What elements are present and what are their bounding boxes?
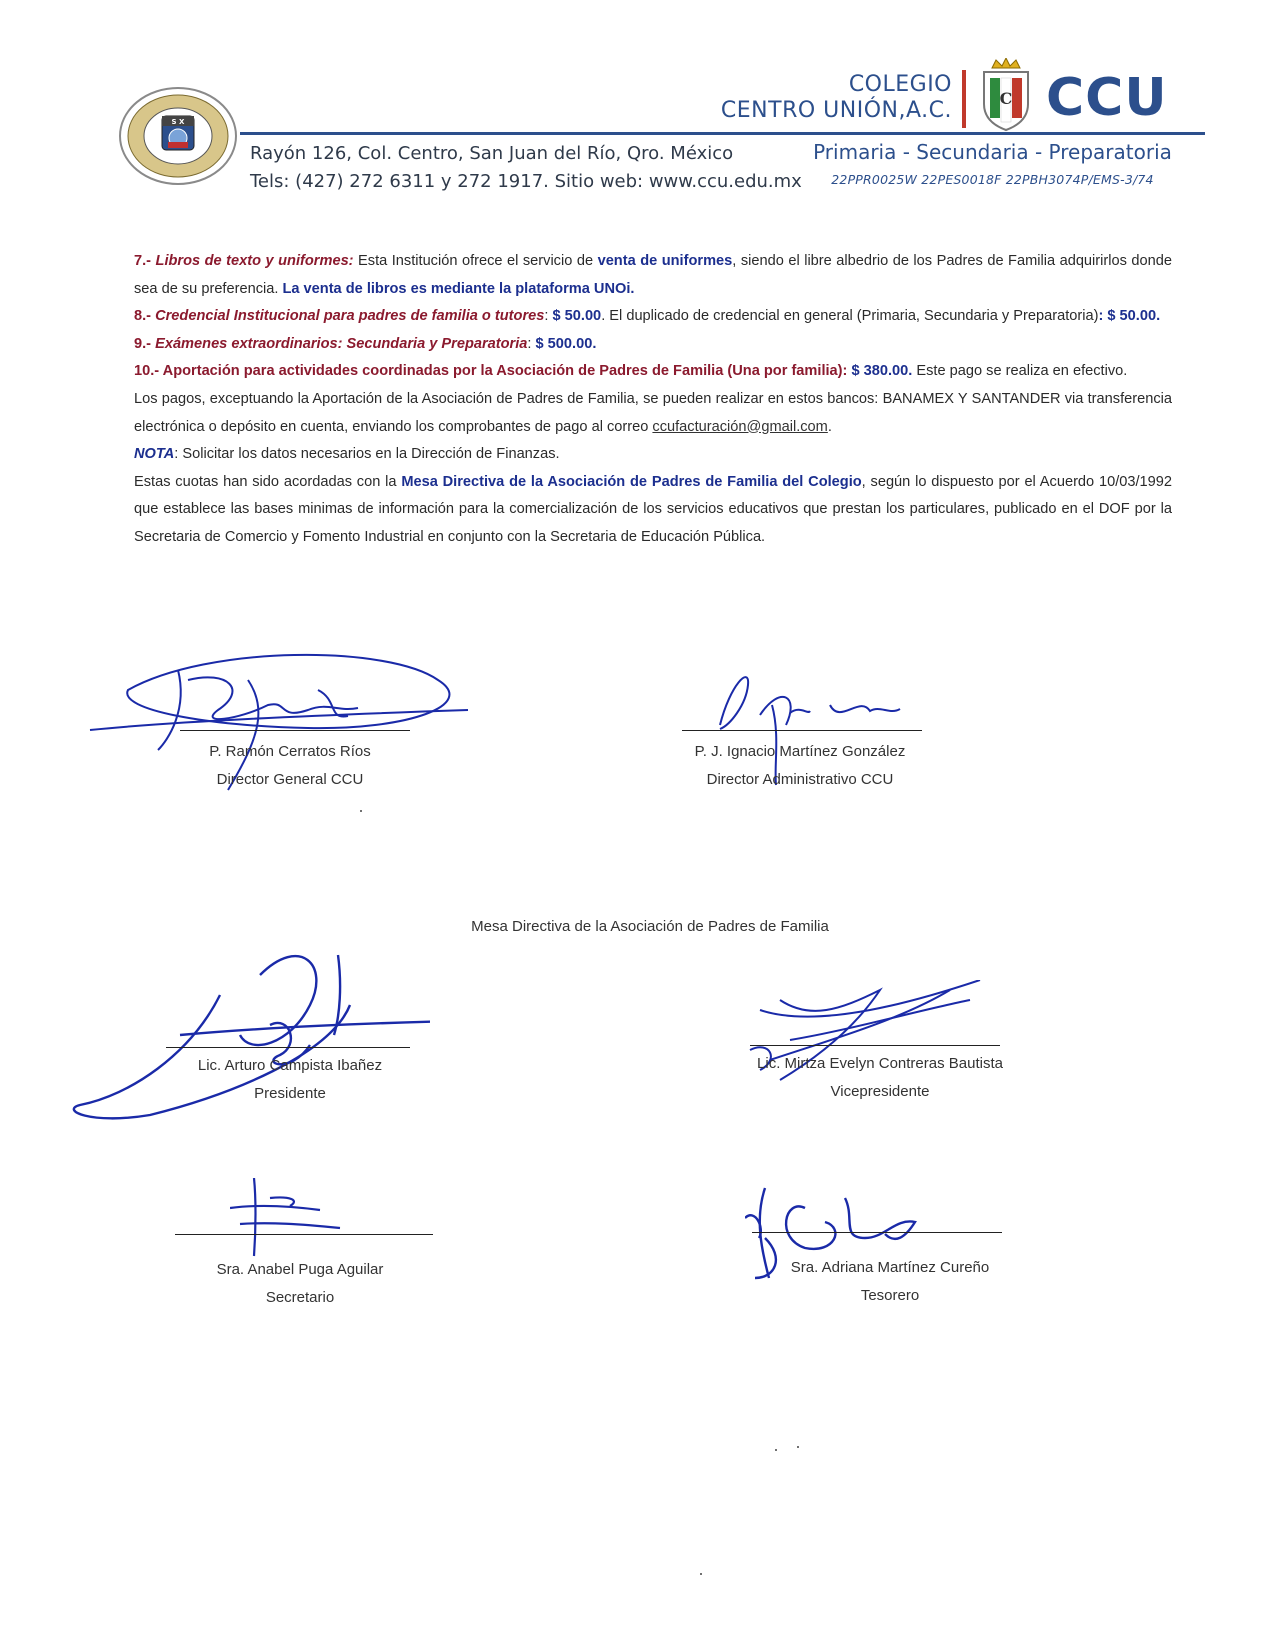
school-address (250, 140, 802, 196)
signatory-name: Sra. Adriana Martínez Cureño (790, 1259, 990, 1276)
item-10-text: Este pago se realiza en efectivo. (912, 363, 1128, 380)
item-8-title: Credencial Institucional para padres de familia o tutores (155, 308, 545, 325)
item-8-duplicate-price: $ 50.00. (1107, 308, 1161, 325)
header-divider (962, 70, 966, 128)
signatory-role: Vicepresidente (830, 1083, 930, 1100)
signatory-name: P. J. Ignacio Martínez González (694, 743, 906, 760)
agreement-text-2: , según lo dispuesto por el Acuerdo 10/03/1992 que establece las bases minimas de información para la comercialización de los servicios educativos que prestan los particulares, publicado en el DOF por la Secretaria de Comercio y Fomento Industrial en conjunto con la Secretaria de Educación Pública. (134, 473, 1173, 545)
seal-letters: S X (171, 118, 185, 126)
phone-web-line: Tels: (427) 272 6311 y 272 1917. Sitio web: www.ccu.edu.mx (250, 171, 802, 192)
signature-line-director-administrativo (682, 730, 922, 731)
fees-body (134, 248, 1172, 552)
school-name-line2: CENTRO UNIÓN,A.C. (720, 98, 952, 123)
signature-line-director-general (180, 730, 410, 731)
speck (797, 1446, 799, 1448)
item-9-title: Exámenes extraordinarios: Secundaria y Preparatoria (155, 335, 528, 352)
item-7-highlight-books: La venta de libros es mediante la plataforma UNOi. (282, 280, 635, 297)
address-line: Rayón 126, Col. Centro, San Juan del Río, Qro. México (250, 143, 734, 164)
school-name-line1: COLEGIO (848, 72, 952, 97)
signature-line-vicepresidente (750, 1045, 1000, 1046)
item-7-title: Libros de texto y uniformes: (155, 253, 354, 269)
signatory-tesorero (720, 1254, 1060, 1310)
signatory-role: Tesorero (860, 1287, 920, 1304)
item-9-price: $ 500.00. (535, 335, 597, 352)
speck (360, 810, 362, 812)
signatory-director-general (140, 738, 440, 794)
agreement-text: Estas cuotas han sido acordadas con la (134, 473, 402, 490)
speck (700, 1573, 702, 1575)
note-label: NOTA (134, 446, 175, 463)
signature-line-presidente (166, 1047, 410, 1048)
signature-line-tesorero (752, 1232, 1002, 1233)
item-8-price: $ 50.00 (552, 308, 602, 325)
item-10 (134, 358, 1172, 386)
signatory-secretario (150, 1256, 450, 1312)
board-title: Mesa Directiva de la Asociación de Padres de Familia (471, 918, 829, 935)
school-seal-logo (118, 86, 238, 186)
signature-secretario (230, 1178, 360, 1258)
school-registration-codes: 22PPR0025W 22PES0018F 22PBH3074P/EMS-3/74 (831, 172, 1154, 187)
item-7-number: 7.- (134, 253, 152, 269)
item-7-text: Esta Institución ofrece el servicio de (353, 253, 598, 269)
note-paragraph (134, 441, 1172, 469)
school-levels: Primaria - Secundaria - Preparatoria (813, 140, 1172, 164)
item-7-highlight-uniforms: venta de uniformes (597, 253, 733, 269)
signatory-name: Sra. Anabel Puga Aguilar (216, 1261, 384, 1278)
signatory-role: Director General CCU (216, 771, 364, 788)
note-text: : Solicitar los datos necesarios en la Dirección de Finanzas. (174, 446, 560, 463)
item-7 (134, 248, 1172, 303)
brand-acronym: CCU (1046, 68, 1168, 128)
signatory-presidente (140, 1052, 440, 1108)
item-7-text-2: , siendo el libre albedrio de los Padres de Familia adquirirlos donde sea de su preferencia. (134, 253, 1172, 297)
signatory-role: Secretario (265, 1289, 335, 1306)
svg-text:C: C (999, 89, 1013, 108)
item-8-colon-2: : (1098, 308, 1108, 325)
signatory-director-administrativo (620, 738, 980, 794)
item-8 (134, 303, 1172, 331)
item-10-title: 10.- Aportación para actividades coordinadas por la Asociación de Padres de Familia (Una por familia): (134, 363, 848, 380)
item-9-number: 9.- (134, 335, 152, 352)
signatory-name: Lic. Arturo Campista Ibañez (197, 1057, 383, 1074)
payments-paragraph (134, 386, 1172, 441)
item-8-colon: : (544, 308, 553, 325)
item-9 (134, 331, 1172, 359)
header-rule (240, 132, 1205, 135)
payments-period: . (827, 418, 832, 435)
crest-logo (978, 58, 1034, 132)
signatory-name: P. Ramón Cerratos Ríos (209, 743, 371, 760)
billing-email-link[interactable]: ccufacturación@gmail.com (652, 418, 828, 435)
school-name (700, 72, 952, 124)
agreement-highlight: Mesa Directiva de la Asociación de Padres de Familia del Colegio (401, 473, 862, 490)
item-8-number: 8.- (134, 308, 152, 325)
signature-line-secretario (175, 1234, 433, 1235)
item-9-colon: : (527, 335, 536, 352)
signatory-role: Director Administrativo CCU (706, 771, 894, 788)
item-8-text: . El duplicado de credencial en general (Primaria, Secundaria y Preparatoria) (601, 308, 1099, 325)
speck (775, 1449, 777, 1451)
signatory-vicepresidente (710, 1050, 1050, 1106)
agreement-paragraph (134, 469, 1172, 552)
signatory-name: Lic. Mirtza Evelyn Contreras Bautista (757, 1055, 1003, 1072)
signatory-role: Presidente (254, 1085, 326, 1102)
item-10-price: $ 380.00. (847, 363, 913, 380)
payments-text: Los pagos, exceptuando la Aportación de la Asociación de Padres de Familia, se pueden realizar en estos bancos: BANAMEX Y SANTANDER via transferencia electrónica o depósito en cuenta, enviando los comprobantes de pago al correo (134, 390, 1172, 435)
